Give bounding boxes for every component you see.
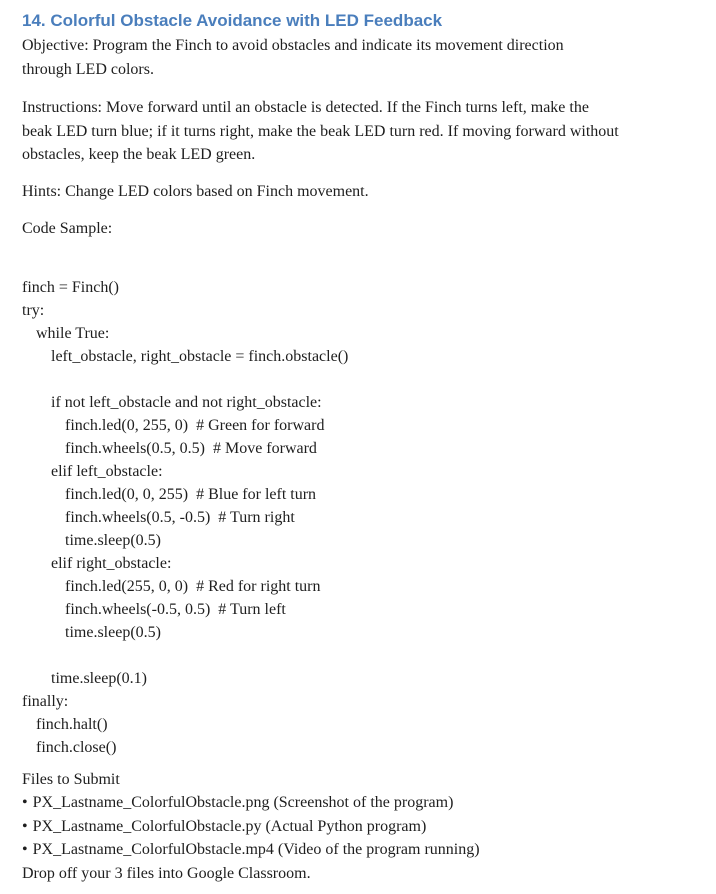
objective-line: through LED colors. bbox=[22, 60, 154, 78]
code-line: finch.wheels(0.5, 0.5) # Move forward bbox=[65, 439, 317, 457]
file-item-text: PX_Lastname_ColorfulObstacle.py (Actual Python program) bbox=[32, 817, 427, 835]
page-title: 14. Colorful Obstacle Avoidance with LED Feedback bbox=[22, 11, 443, 30]
file-item-text: PX_Lastname_ColorfulObstacle.mp4 (Video of the program running) bbox=[32, 841, 480, 858]
instructions-line: beak LED turn blue; if it turns right, make the beak LED turn red. If moving forward without bbox=[22, 122, 619, 140]
code-line: elif right_obstacle: bbox=[51, 554, 172, 572]
objective-line: Objective: Program the Finch to avoid obstacles and indicate its movement direction bbox=[22, 37, 564, 54]
files-heading: Files to Submit bbox=[22, 770, 120, 788]
code-line: finch.led(0, 255, 0) # Green for forward bbox=[65, 416, 325, 434]
dropoff-note: Drop off your 3 files into Google Classroom. bbox=[22, 864, 311, 882]
code-line: while True: bbox=[36, 324, 110, 342]
file-item bbox=[22, 791, 696, 815]
file-item-text: PX_Lastname_ColorfulObstacle.png (Screenshot of the program) bbox=[32, 794, 454, 811]
code-line-blank bbox=[22, 368, 696, 391]
bullet-icon: • bbox=[22, 817, 28, 835]
hints-line: Hints: Change LED colors based on Finch movement. bbox=[22, 182, 369, 200]
code-block bbox=[22, 276, 696, 759]
code-line: finch.wheels(-0.5, 0.5) # Turn left bbox=[65, 600, 286, 618]
bullet-icon: • bbox=[22, 841, 28, 858]
code-line: time.sleep(0.5) bbox=[65, 531, 161, 549]
code-line: elif left_obstacle: bbox=[51, 462, 163, 480]
code-line: finch.halt() bbox=[36, 715, 108, 733]
code-line: finch.led(255, 0, 0) # Red for right turn bbox=[65, 577, 321, 595]
code-line: finch.led(0, 0, 255) # Blue for left turn bbox=[65, 485, 317, 503]
code-line: finch.wheels(0.5, -0.5) # Turn right bbox=[65, 508, 295, 526]
code-line: finch.close() bbox=[36, 738, 117, 756]
instructions-line: obstacles, keep the beak LED green. bbox=[22, 146, 256, 163]
code-line: time.sleep(0.5) bbox=[65, 623, 161, 641]
code-line: time.sleep(0.1) bbox=[51, 669, 147, 687]
code-line: left_obstacle, right_obstacle = finch.obstacle() bbox=[51, 347, 349, 365]
file-item bbox=[22, 815, 696, 839]
bullet-icon: • bbox=[22, 794, 28, 811]
instructions-line: Instructions: Move forward until an obstacle is detected. If the Finch turns left, make the bbox=[22, 99, 589, 116]
hints-paragraph bbox=[22, 180, 696, 204]
instructions-paragraph bbox=[22, 96, 696, 167]
code-line: try: bbox=[22, 301, 45, 319]
files-to-submit-section bbox=[22, 768, 696, 886]
code-sample-label: Code Sample: bbox=[22, 220, 113, 237]
code-line-blank bbox=[22, 644, 696, 667]
code-line: if not left_obstacle and not right_obstacle: bbox=[51, 393, 322, 411]
file-item bbox=[22, 838, 696, 862]
objective-paragraph bbox=[22, 34, 696, 81]
code-line: finch = Finch() bbox=[22, 278, 119, 296]
code-line: finally: bbox=[22, 692, 69, 710]
